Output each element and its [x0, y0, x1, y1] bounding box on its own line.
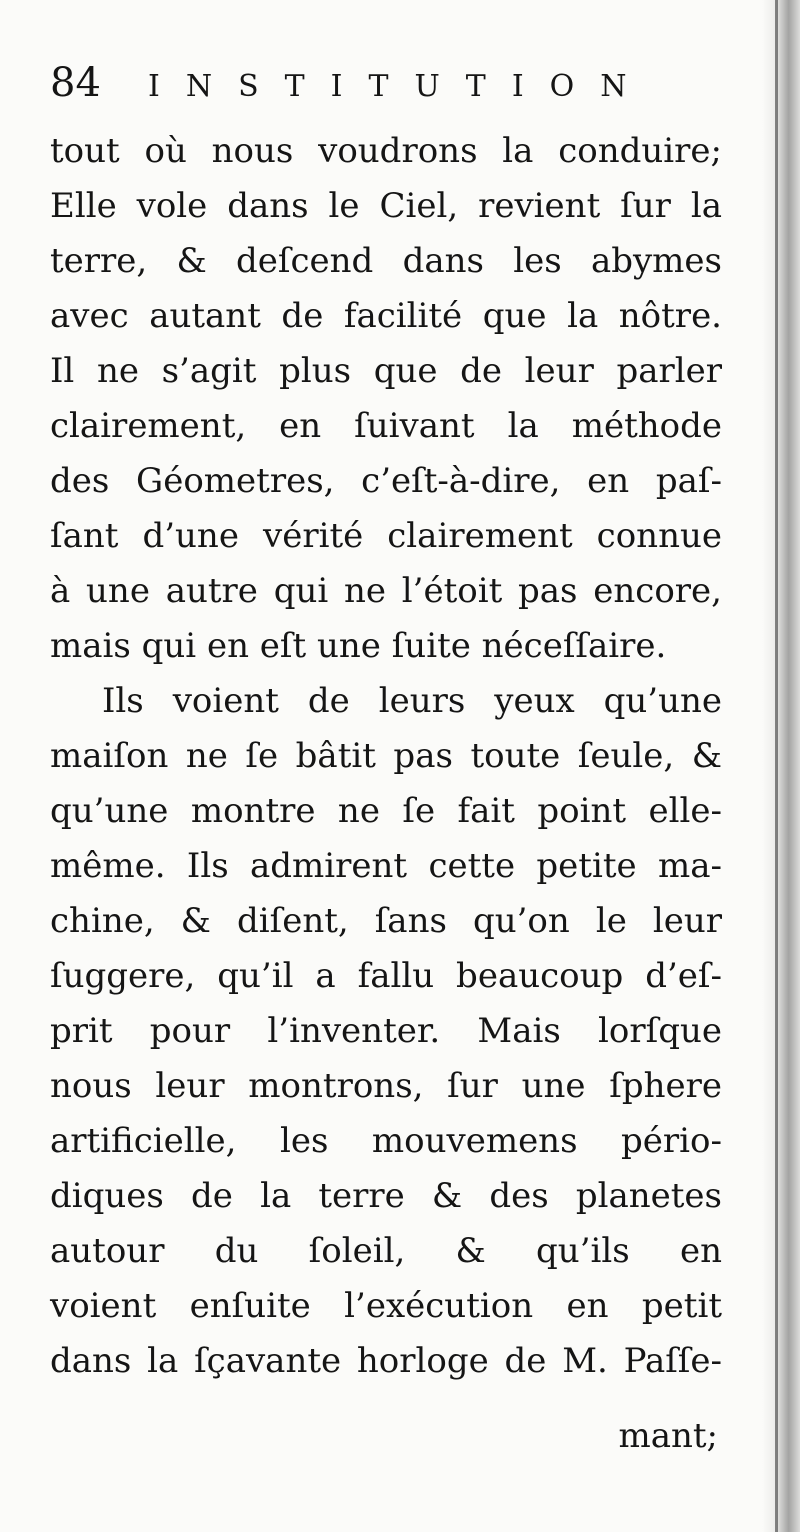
paragraph-first-line: Ils voient de leurs yeux qu’une [102, 681, 722, 721]
text-line: chine, & diſent, ſans qu’on le leur [50, 901, 722, 941]
text-line: artificielle, les mouvemens pério- [50, 1121, 722, 1161]
text-line: même. Ils admirent cette petite ma- [50, 846, 722, 886]
text-line: clairement, en ſuivant la méthode [50, 406, 722, 446]
running-head [50, 60, 722, 122]
text-line: à une autre qui ne l’étoit pas encore, [50, 571, 722, 611]
text-line: terre, & deſcend dans les abymes [50, 241, 722, 281]
text-line: diques de la terre & des planetes [50, 1176, 722, 1216]
text-line: avec autant de facilité que la nôtre. [50, 296, 722, 336]
text-line: voient enſuite l’exécution en petit [50, 1286, 722, 1326]
catchword: mant; [618, 1416, 718, 1456]
text-line: ſuggere, qu’il a fallu beaucoup d’eſ- [50, 956, 722, 996]
text-line: prit pour l’inventer. Mais lorſque [50, 1011, 722, 1051]
text-line: autour du ſoleil, & qu’ils en [50, 1231, 722, 1271]
text-line: maiſon ne ſe bâtit pas toute ſeule, & [50, 736, 722, 776]
text-line: nous leur montrons, ſur une ſphere [50, 1066, 722, 1106]
text-line: Elle vole dans le Ciel, revient ſur la [50, 186, 722, 226]
text-line: tout où nous voudrons la conduire; [50, 131, 722, 171]
page-edge-line [775, 0, 778, 1532]
text-block [50, 60, 722, 1464]
text-line: mais qui en eſt une ſuite néceſſaire. [50, 626, 667, 666]
text-line: ſant d’une vérité clairement connue [50, 516, 722, 556]
text-line: qu’une montre ne ſe fait point elle- [50, 791, 722, 831]
text-line: Il ne s’agit plus que de leur parler [50, 351, 722, 391]
page-number: 84 [50, 60, 101, 106]
text-line: des Géometres, c’eſt-à-dire, en paſ- [50, 461, 722, 501]
text-line: dans la ſçavante horloge de M. Paſſe- [50, 1341, 722, 1381]
page-edge-shadow [762, 0, 800, 1532]
running-title: INSTITUTION [148, 69, 653, 104]
